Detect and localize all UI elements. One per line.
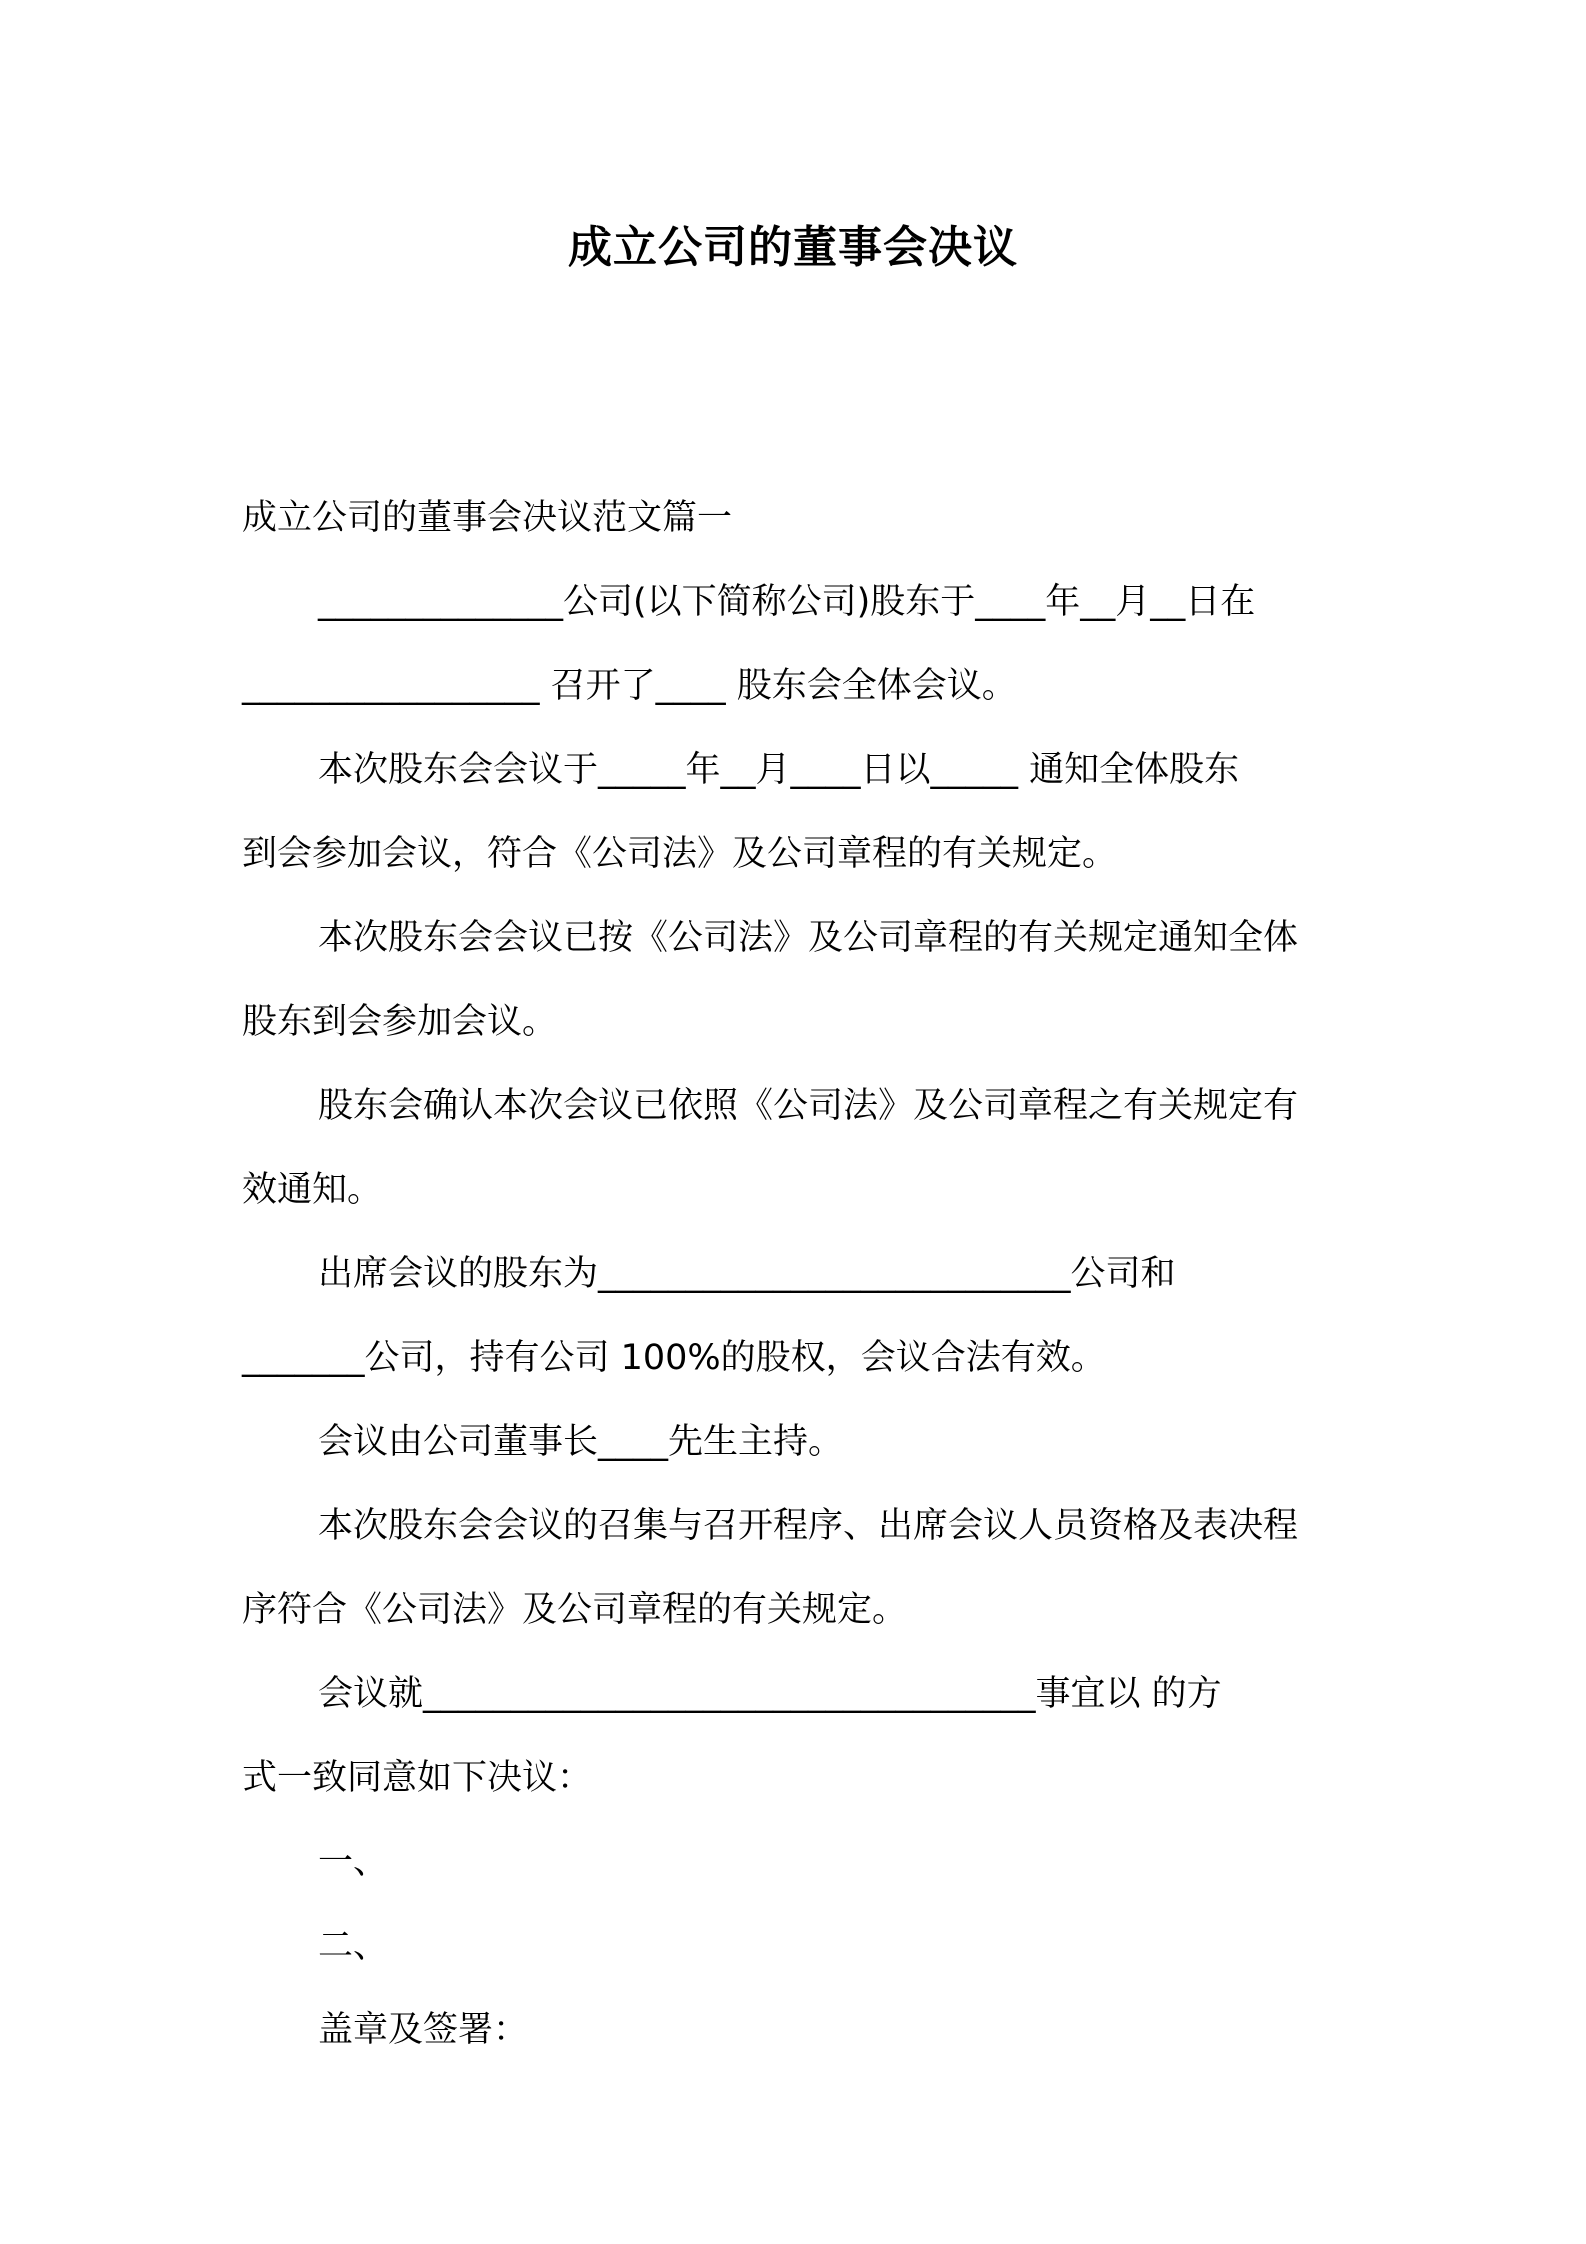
document-body [242,476,1354,2072]
document-title: 成立公司的董事会决议 [568,222,1018,273]
paragraph-line: 本次股东会会议的召集与召开程序、出席会议人员资格及表决程 [318,1506,1299,1546]
paragraph-line: 到会参加会议，符合《公司法》及公司章程的有关规定。 [242,834,1118,874]
paragraph-line: _________________ 召开了____ 股东会全体会议。 [242,666,1017,706]
paragraph-line: _______公司，持有公司 100%的股权，会议合法有效。 [242,1338,1106,1378]
paragraph-line: 出席会议的股东为___________________________公司和 [318,1254,1176,1294]
paragraph-line: 式一致同意如下决议： [242,1758,593,1798]
paragraph-line: 效通知。 [242,1170,383,1210]
paragraph-line: 成立公司的董事会决议范文篇一 [242,498,733,538]
paragraph-line: 股东会确认本次会议已依照《公司法》及公司章程之有关规定有 [318,1086,1299,1126]
resolution-item-1: 一、 [318,1842,389,1882]
resolution-item-2: 二、 [318,1926,389,1966]
paragraph-line: 本次股东会会议于_____年__月____日以_____ 通知全体股东 [318,750,1240,790]
signature-label: 盖章及签署： [318,2010,529,2050]
paragraph-line: 序符合《公司法》及公司章程的有关规定。 [242,1590,908,1630]
paragraph-line: 会议就___________________________________事宜以 的方 [318,1674,1222,1714]
paragraph-line: 本次股东会会议已按《公司法》及公司章程的有关规定通知全体 [318,918,1299,958]
paragraph-line: ______________公司(以下简称公司)股东于____年__月__日在 [318,582,1256,622]
paragraph-line: 会议由公司董事长____先生主持。 [318,1422,844,1462]
paragraph-line: 股东到会参加会议。 [242,1002,558,1042]
